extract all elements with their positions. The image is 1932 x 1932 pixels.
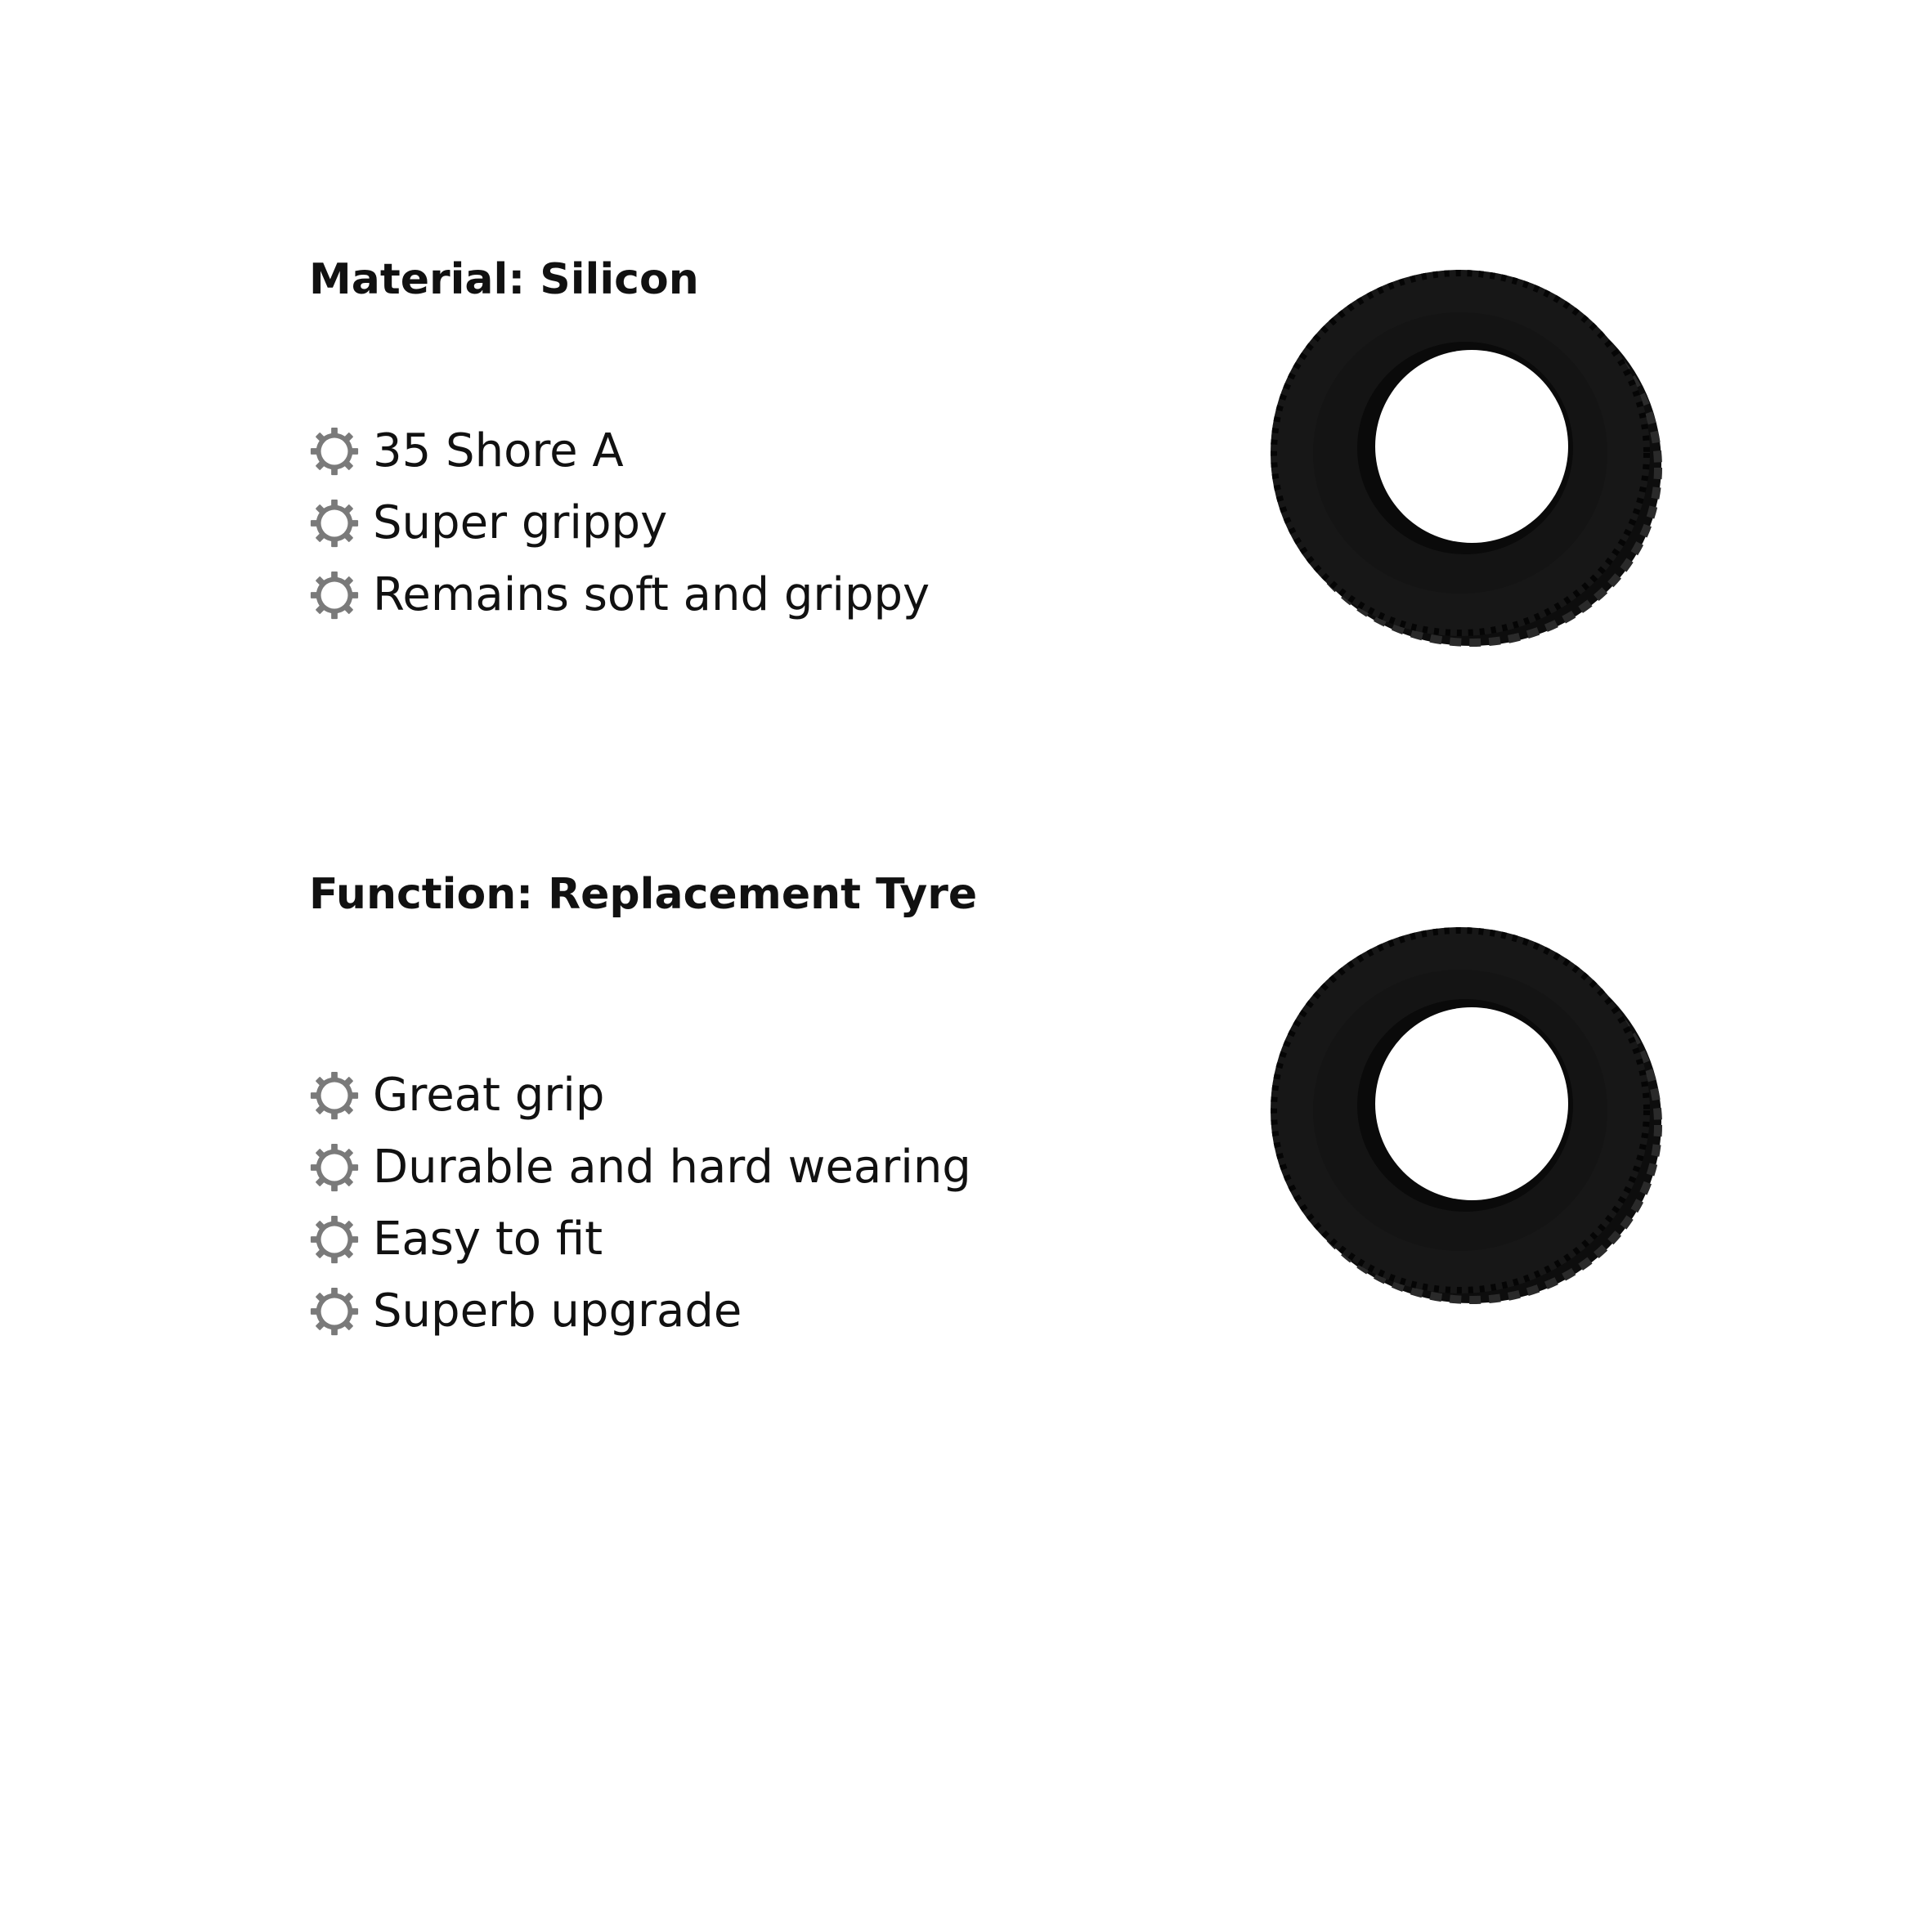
feature-item: [309, 1204, 971, 1275]
feature-item: [309, 1275, 971, 1347]
function-feature-list: [309, 1060, 971, 1347]
feature-text: 35 Shore A: [373, 424, 624, 477]
feature-item: [309, 1060, 971, 1132]
feature-item: [309, 559, 930, 631]
tyre-image: [1266, 917, 1666, 1310]
section-title-material: Material: Silicon: [309, 255, 699, 304]
gear-icon: [309, 570, 360, 621]
feature-text: Durable and hard wearing: [373, 1141, 971, 1194]
section-title-function: Function: Replacement Tyre: [309, 870, 978, 919]
material-feature-list: [309, 415, 930, 631]
gear-icon: [309, 1286, 360, 1337]
function-section: [309, 870, 978, 1338]
feature-text: Easy to fit: [373, 1213, 603, 1266]
feature-text: Great grip: [373, 1069, 605, 1122]
feature-item: [309, 1132, 971, 1204]
material-section: [309, 255, 930, 621]
feature-text: Remains soft and grippy: [373, 568, 930, 621]
feature-item: [309, 487, 930, 559]
gear-icon: [309, 1142, 360, 1193]
gear-icon: [309, 1070, 360, 1121]
tyre-image: [1266, 260, 1666, 652]
feature-text: Super grippy: [373, 496, 668, 549]
gear-icon: [309, 1214, 360, 1265]
feature-text: Superb upgrade: [373, 1284, 742, 1338]
feature-item: [309, 415, 930, 487]
gear-icon: [309, 498, 360, 549]
gear-icon: [309, 426, 360, 477]
